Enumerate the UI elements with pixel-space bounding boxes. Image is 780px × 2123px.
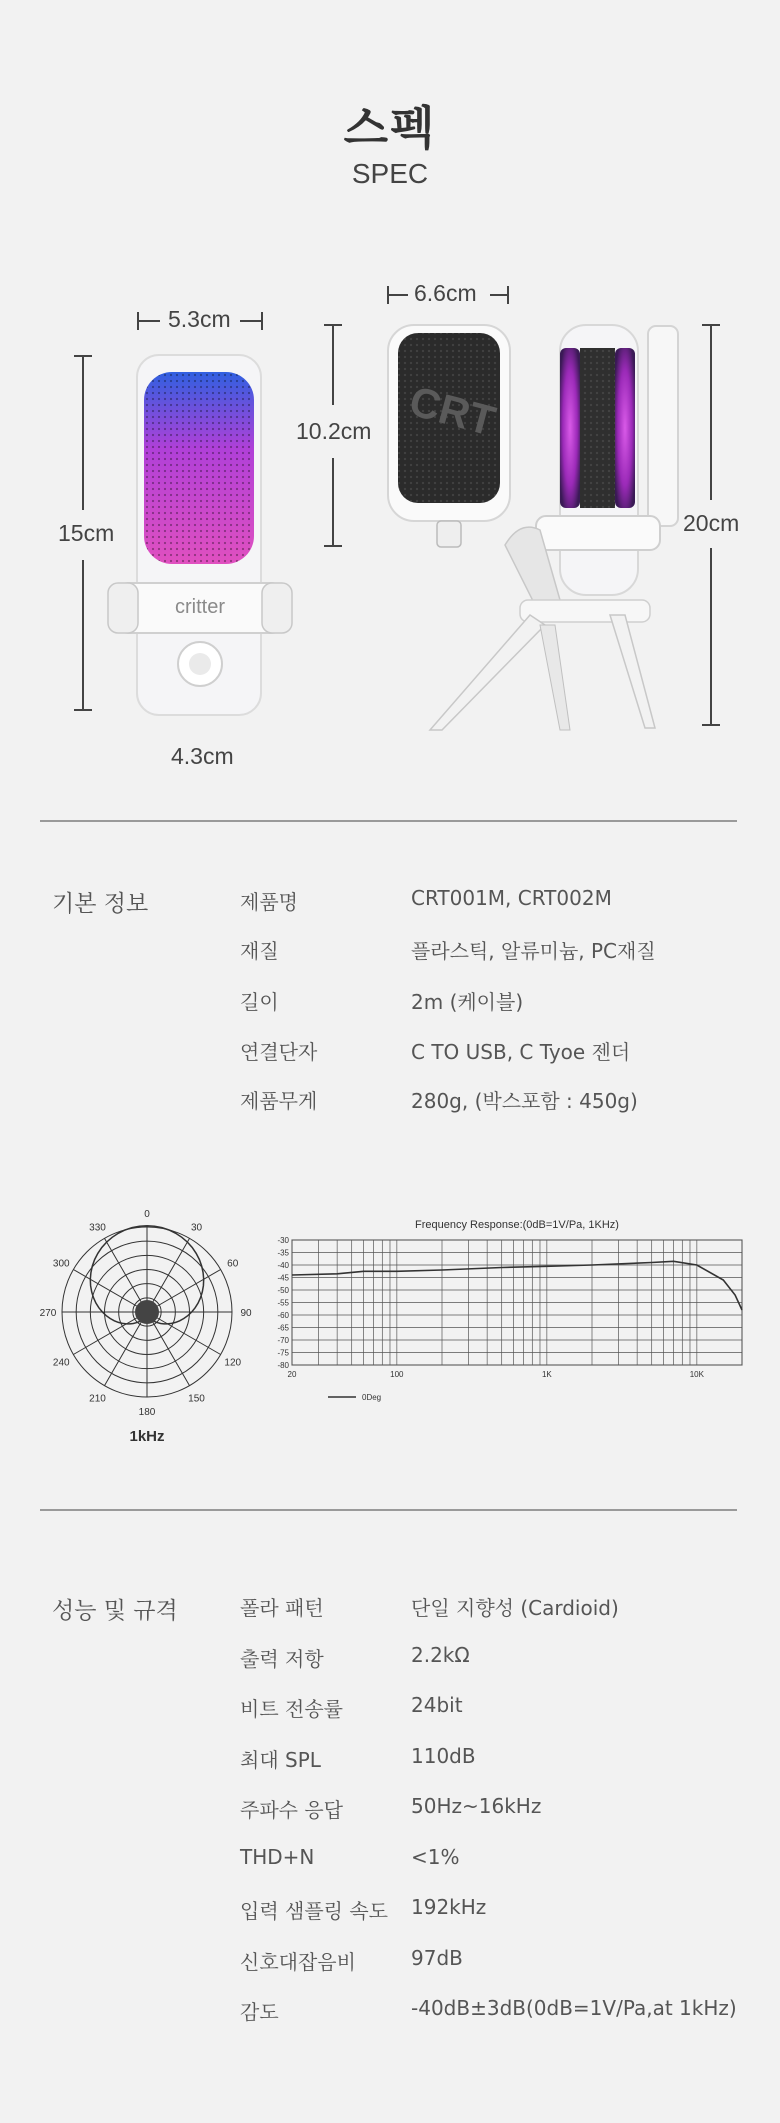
performance-label: 감도 — [240, 2000, 279, 2024]
polar-spoke — [105, 1238, 148, 1312]
basic-info-label: 길이 — [240, 990, 279, 1014]
basic-info-title: 기본 정보 — [52, 891, 149, 917]
frequency-y-tick: -40 — [277, 1261, 289, 1270]
performance-label: 최대 SPL — [240, 1748, 321, 1772]
divider-2 — [40, 1509, 737, 1511]
performance-label: 비트 전송률 — [240, 1697, 343, 1721]
basic-info-value: C TO USB, C Tyoe 젠더 — [411, 1040, 631, 1064]
performance-value: -40dB±3dB(0dB=1V/Pa,at 1kHz) — [411, 1996, 737, 2020]
basic-info-value: 280g, (박스포함 : 450g) — [411, 1089, 638, 1113]
polar-caption: 1kHz — [129, 1428, 165, 1445]
frequency-x-tick: 1K — [541, 1370, 552, 1379]
head-microphone — [388, 325, 510, 547]
frequency-y-tick: -50 — [277, 1286, 289, 1295]
performance-value: 110dB — [411, 1744, 476, 1768]
frequency-y-tick: -75 — [277, 1348, 289, 1358]
basic-info-label: 제품무게 — [240, 1089, 318, 1113]
polar-spoke — [105, 1312, 148, 1386]
basic-info-label: 재질 — [240, 939, 279, 963]
microphone-drawing — [0, 0, 780, 800]
frequency-y-tick: -30 — [277, 1236, 289, 1245]
frequency-y-tick: -45 — [277, 1273, 289, 1283]
polar-angle-label: 60 — [227, 1258, 239, 1270]
polar-angle-label: 300 — [52, 1258, 70, 1270]
frequency-response-chart — [268, 1215, 748, 1415]
page-subtitle: SPEC — [351, 158, 429, 189]
head-logo: CRT — [404, 376, 501, 445]
performance-label: 신호대잡음비 — [240, 1950, 356, 1974]
frequency-x-tick: 10K — [689, 1370, 704, 1379]
front-width-label: 5.3cm — [168, 306, 231, 332]
performance-value: 24bit — [411, 1693, 463, 1717]
frequency-y-tick: -35 — [277, 1248, 289, 1258]
frequency-y-tick: -60 — [277, 1311, 289, 1320]
divider-1 — [40, 820, 737, 822]
polar-angle-label: 210 — [89, 1393, 106, 1405]
polar-pattern-chart — [12, 1200, 282, 1460]
performance-value: 2.2kΩ — [411, 1643, 470, 1667]
performance-label: 출력 저항 — [240, 1647, 324, 1671]
frequency-x-tick: 100 — [390, 1370, 404, 1379]
polar-angle-label: 90 — [240, 1308, 252, 1319]
polar-spoke — [147, 1312, 190, 1386]
dimension-illustration — [0, 0, 780, 800]
performance-label: 입력 샘플링 속도 — [240, 1899, 388, 1923]
performance-label: 주파수 응답 — [240, 1798, 343, 1822]
performance-title: 성능 및 규격 — [52, 1598, 178, 1624]
head-height-label: 10.2cm — [296, 418, 372, 444]
head-width-label: 6.6cm — [414, 280, 477, 306]
polar-center-dot — [135, 1300, 159, 1324]
polar-angle-label: 120 — [224, 1357, 242, 1369]
polar-spoke — [73, 1270, 147, 1313]
frequency-x-tick: 20 — [287, 1370, 297, 1379]
frequency-legend-label: 0Deg — [362, 1393, 382, 1402]
performance-label: THD+N — [240, 1845, 315, 1869]
polar-angle-label: 150 — [188, 1393, 205, 1405]
frequency-y-tick: -80 — [277, 1361, 289, 1370]
polar-angle-label: 0 — [144, 1209, 150, 1220]
performance-value: 192kHz — [411, 1895, 487, 1919]
basic-info-value: 플라스틱, 알류미늄, PC재질 — [411, 939, 656, 963]
frequency-y-tick: -55 — [277, 1298, 289, 1308]
polar-angle-label: 180 — [138, 1407, 156, 1418]
base-width-label: 4.3cm — [171, 743, 234, 769]
basic-info-label: 연결단자 — [240, 1040, 318, 1064]
polar-spoke — [147, 1238, 190, 1312]
performance-value: 단일 지향성 (Cardioid) — [411, 1596, 619, 1620]
performance-value: <1% — [411, 1845, 460, 1869]
frequency-svg — [268, 1215, 748, 1415]
polar-angle-label: 330 — [89, 1222, 106, 1234]
polar-angle-label: 270 — [39, 1308, 57, 1319]
polar-spoke — [147, 1270, 221, 1313]
total-height-label: 20cm — [683, 510, 740, 536]
frequency-title: Frequency Response:(0dB=1V/Pa, 1KHz) — [415, 1219, 619, 1231]
polar-angle-label: 240 — [52, 1357, 70, 1369]
performance-value: 97dB — [411, 1946, 463, 1970]
performance-value: 50Hz~16kHz — [411, 1794, 542, 1818]
page-title: 스펙 — [343, 101, 437, 155]
front-microphone — [108, 355, 292, 715]
basic-info-label: 제품명 — [240, 890, 298, 914]
performance-label: 폴라 패턴 — [240, 1596, 324, 1620]
basic-info-value: 2m (케이블) — [411, 990, 524, 1014]
basic-info-value: CRT001M, CRT002M — [411, 886, 612, 910]
frequency-y-tick: -70 — [277, 1336, 289, 1345]
front-height-label: 15cm — [58, 520, 115, 546]
frequency-y-tick: -65 — [277, 1323, 289, 1333]
polar-angle-label: 30 — [190, 1222, 203, 1234]
polar-svg — [12, 1200, 282, 1460]
front-logo: critter — [175, 596, 225, 618]
